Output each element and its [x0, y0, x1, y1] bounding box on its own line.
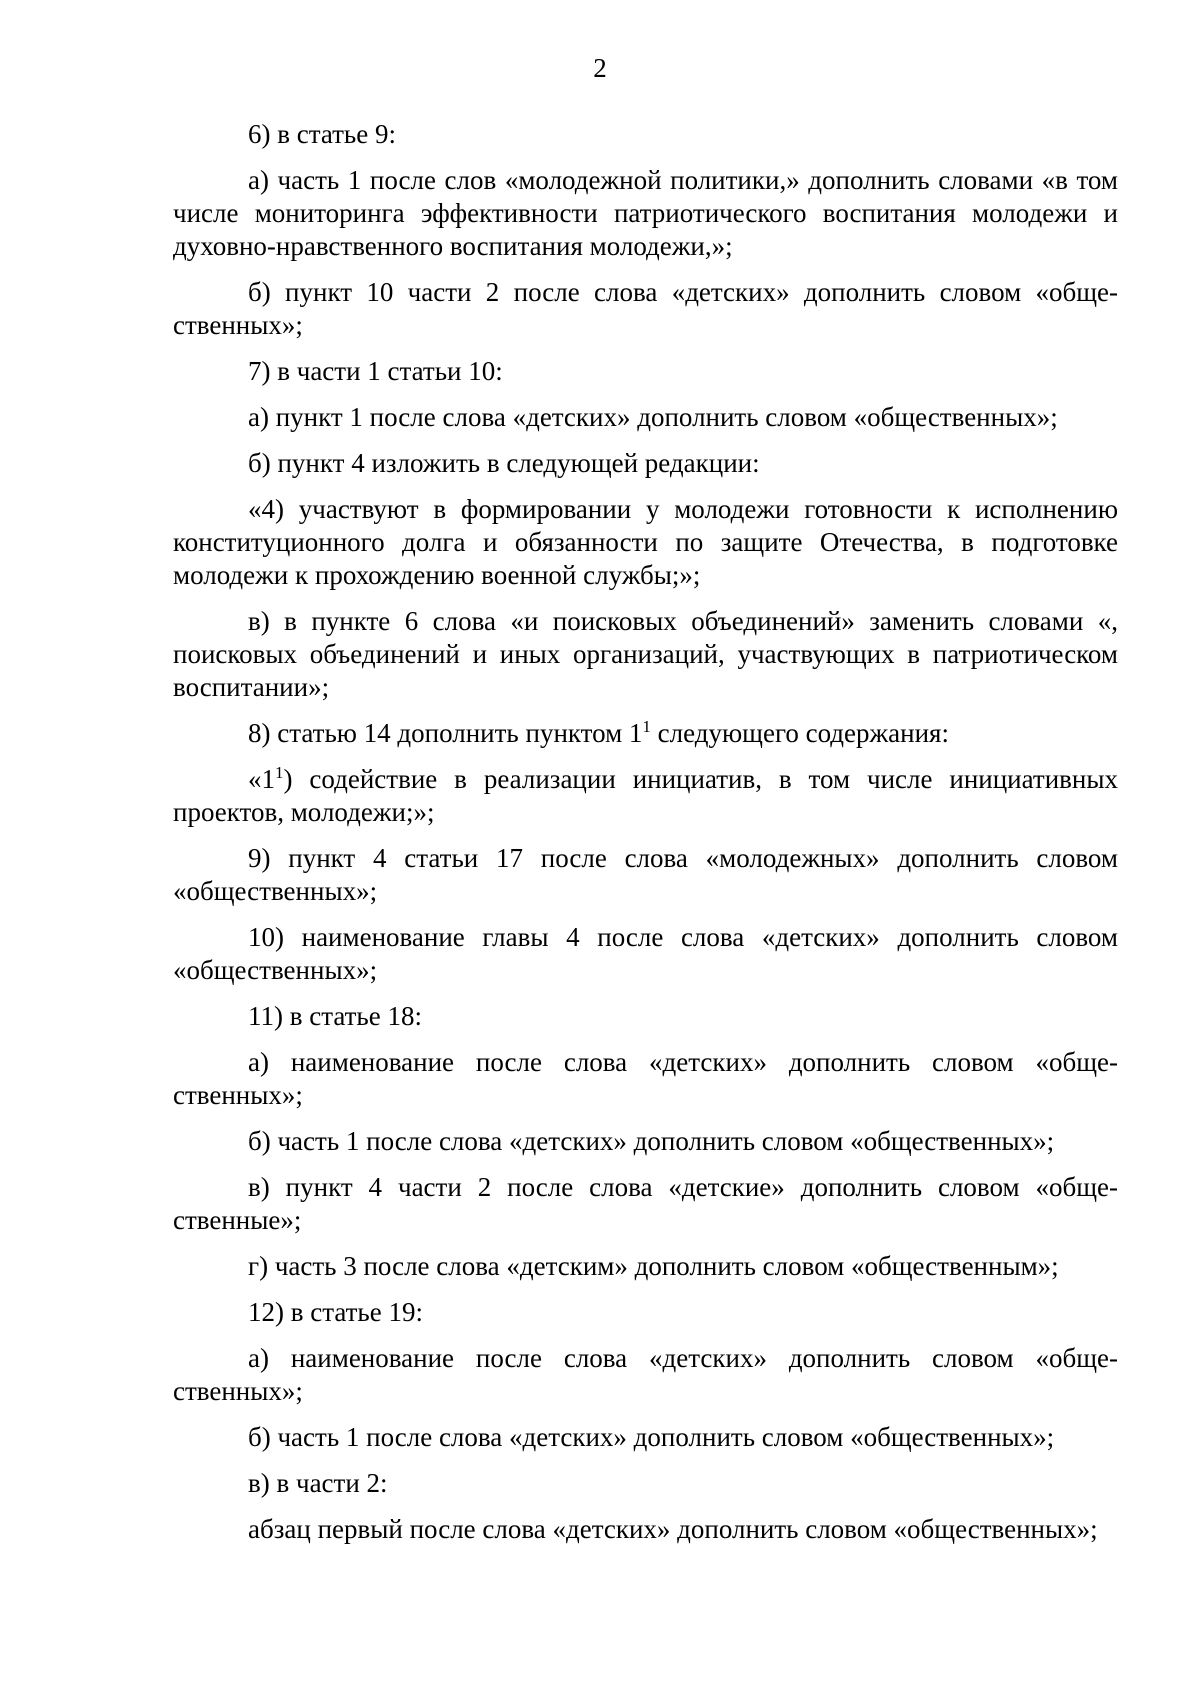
- paragraph: [173, 717, 1118, 750]
- paragraph: 10) наименование главы 4 после слова «детских» дополнить словом «общественных»;: [173, 922, 1118, 985]
- superscript: 1: [642, 717, 651, 736]
- paragraph: б) часть 1 после слова «детских» дополнить словом «общественных»;: [248, 1422, 1055, 1452]
- superscript: 1: [275, 763, 284, 782]
- paragraph: в) в части 2:: [248, 1468, 388, 1498]
- paragraph: б) пункт 10 части 2 после слова «детских» дополнить словом «общественных»;: [173, 277, 1118, 340]
- paragraph-text: следующего содержания:: [650, 718, 949, 748]
- paragraph: в) пункт 4 части 2 после слова «детские» дополнить словом «общественные»;: [173, 1172, 1118, 1235]
- paragraph: «4) участвуют в формировании у молодежи готовности к исполнению конституционного долга и обязанности по защите Отечества, в подготовке молодежи к прохождению военной службы;»;: [173, 494, 1118, 590]
- paragraph: б) часть 1 после слова «детских» дополнить словом «общественных»;: [248, 1126, 1055, 1156]
- paragraph: [173, 763, 1118, 829]
- paragraph: абзац первый после слова «детских» дополнить словом «общественных»;: [248, 1514, 1098, 1544]
- paragraph: г) часть 3 после слова «детским» дополнить словом «общественным»;: [248, 1251, 1059, 1281]
- paragraph: а) пункт 1 после слова «детских» дополнить словом «общественных»;: [248, 402, 1058, 432]
- paragraph-text: 8) статью 14 дополнить пунктом 1: [248, 718, 643, 748]
- paragraph: 11) в статье 18:: [248, 1001, 422, 1031]
- paragraph-text: ) содействие в реализации инициатив, в том числе инициативных проектов, молодежи;»;: [173, 764, 1118, 827]
- paragraph: а) часть 1 после слов «молодежной политики,» дополнить словами «в том числе мониторинга эффективности патриотического воспитания молодежи и духовно-нравственного воспитания молодежи,»;: [173, 165, 1118, 261]
- paragraph: 12) в статье 19:: [248, 1297, 423, 1327]
- paragraph: а) наименование после слова «детских» дополнить словом «общественных»;: [173, 1343, 1118, 1406]
- paragraph: 7) в части 1 статьи 10:: [248, 356, 503, 386]
- paragraph: а) наименование после слова «детских» дополнить словом «общественных»;: [173, 1047, 1118, 1110]
- page-number: 2: [593, 53, 607, 83]
- paragraph: 6) в статье 9:: [248, 119, 396, 149]
- document-body: [173, 118, 1118, 1559]
- paragraph: 9) пункт 4 статьи 17 после слова «молодежных» дополнить словом «общественных»;: [173, 843, 1118, 906]
- paragraph: в) в пункте 6 слова «и поисковых объединений» заменить словами «, поисковых объединений и иных организаций, участвующих в патриотическом воспитании»;: [173, 606, 1118, 702]
- paragraph: б) пункт 4 изложить в следующей редакции:: [248, 448, 760, 478]
- paragraph-text: «1: [248, 764, 275, 794]
